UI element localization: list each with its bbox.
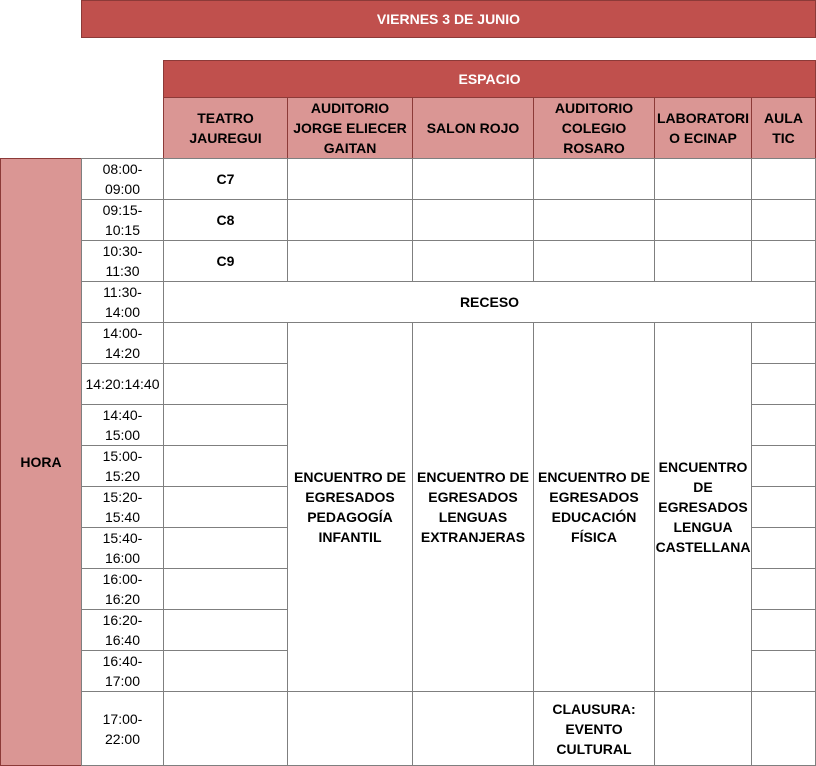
empty-cell — [751, 363, 816, 405]
empty-cell — [751, 568, 816, 610]
empty-cell — [751, 691, 816, 766]
time-cell: 15:00-15:20 — [81, 445, 164, 487]
espacio-header: ESPACIO — [163, 60, 816, 98]
time-cell: 09:15-10:15 — [81, 199, 164, 241]
empty-cell — [163, 445, 288, 487]
time-cell: 10:30-11:30 — [81, 240, 164, 282]
empty-cell — [751, 240, 816, 282]
time-cell: 08:00-09:00 — [81, 158, 164, 200]
empty-cell — [163, 486, 288, 528]
time-cell: 16:20-16:40 — [81, 609, 164, 651]
empty-cell — [287, 199, 413, 241]
empty-cell — [412, 199, 534, 241]
empty-cell — [654, 240, 752, 282]
day-title: VIERNES 3 DE JUNIO — [81, 0, 816, 38]
column-header-auditorio-jorge-eliecer-gaitan: AUDITORIO JORGE ELIECER GAITAN — [287, 97, 413, 159]
column-header-auditorio-colegio-rosaro: AUDITORIO COLEGIO ROSARO — [533, 97, 655, 159]
empty-cell — [163, 322, 288, 364]
empty-cell — [163, 650, 288, 692]
clausura-cell: CLAUSURA: EVENTO CULTURAL — [533, 691, 655, 766]
session-c9: C9 — [163, 240, 288, 282]
time-cell: 15:20-15:40 — [81, 486, 164, 528]
hora-label: HORA — [0, 158, 82, 766]
empty-cell — [533, 158, 655, 200]
empty-cell — [163, 363, 288, 405]
column-header-salon-rojo: SALON ROJO — [412, 97, 534, 159]
session-c7: C7 — [163, 158, 288, 200]
empty-cell — [412, 158, 534, 200]
empty-cell — [163, 609, 288, 651]
empty-cell — [751, 404, 816, 446]
time-cell: 14:40-15:00 — [81, 404, 164, 446]
empty-cell — [751, 527, 816, 569]
encuentro-lenguas-extranjeras: ENCUENTRO DE EGRESADOS LENGUAS EXTRANJERAS — [412, 322, 534, 692]
empty-cell — [533, 240, 655, 282]
empty-cell — [163, 691, 288, 766]
empty-cell — [751, 322, 816, 364]
encuentro-lengua-castellana: ENCUENTRO DE EGRESADOS LENGUA CASTELLANA — [654, 322, 752, 692]
empty-cell — [751, 158, 816, 200]
empty-cell — [751, 445, 816, 487]
empty-cell — [751, 650, 816, 692]
empty-cell — [287, 158, 413, 200]
empty-cell — [412, 240, 534, 282]
column-header-teatro-jauregui: TEATRO JAUREGUI — [163, 97, 288, 159]
time-cell: 14:00-14:20 — [81, 322, 164, 364]
empty-cell — [751, 199, 816, 241]
time-cell: 15:40-16:00 — [81, 527, 164, 569]
empty-cell — [163, 568, 288, 610]
empty-cell — [751, 609, 816, 651]
time-cell: 11:30-14:00 — [81, 281, 164, 323]
empty-cell — [654, 158, 752, 200]
empty-cell — [287, 240, 413, 282]
column-header-laboratorio-ecinap: LABORATORIO ECINAP — [654, 97, 752, 159]
empty-cell — [533, 199, 655, 241]
empty-cell — [654, 199, 752, 241]
encuentro-educacion-fisica: ENCUENTRO DE EGRESADOS EDUCACIÓN FÍSICA — [533, 322, 655, 692]
session-c8: C8 — [163, 199, 288, 241]
time-cell: 17:00-22:00 — [81, 691, 164, 766]
empty-cell — [654, 691, 752, 766]
receso-cell: RECESO — [163, 281, 816, 323]
empty-cell — [412, 691, 534, 766]
time-cell: 16:00-16:20 — [81, 568, 164, 610]
empty-cell — [163, 527, 288, 569]
time-cell: 16:40-17:00 — [81, 650, 164, 692]
empty-cell — [287, 691, 413, 766]
column-header-aula-tic: AULA TIC — [751, 97, 816, 159]
time-cell: 14:20:14:40 — [81, 363, 164, 405]
empty-cell — [163, 404, 288, 446]
encuentro-pedagogia-infantil: ENCUENTRO DE EGRESADOS PEDAGOGÍA INFANTIL — [287, 322, 413, 692]
empty-cell — [751, 486, 816, 528]
